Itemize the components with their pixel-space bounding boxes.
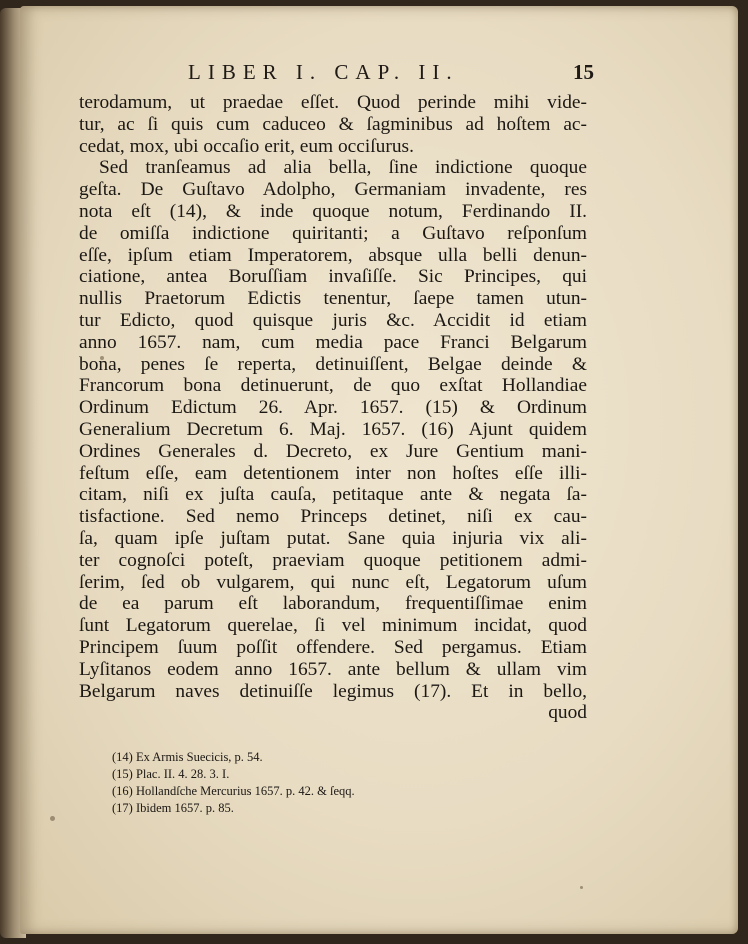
body-line: cedat, mox, ubi occaſio erit, eum occiſurus. xyxy=(79,135,414,157)
paper-fleck xyxy=(580,886,583,889)
body-line: de ea parum eſt laborandum, frequentiſſimae enim xyxy=(79,593,587,615)
running-title: LIBER I. CAP. II. xyxy=(188,60,459,84)
body-line: eſſe, ipſum etiam Imperatorem, absque ulla belli denun- xyxy=(79,244,587,266)
body-line: nota eſt (14), & inde quoque notum, Ferdinando II. xyxy=(79,200,587,222)
body-line: Lyſitanos eodem anno 1657. ante bellum & ullam vim xyxy=(79,658,587,680)
body-line: terodamum, ut praedae eſſet. Quod perinde mihi vide- xyxy=(79,92,587,113)
catchword: quod xyxy=(548,702,587,724)
body-line: citam, niſi ex juſta cauſa, petitaque ante & negata ſa- xyxy=(79,484,587,506)
body-line: Francorum bona detinuerunt, de quo exſtat Hollandiae xyxy=(79,375,587,397)
footnote: (14) Ex Armis Suecicis, p. 54. xyxy=(112,750,263,764)
body-line: tur Edicto, quod quisque juris &c. Accidit id etiam xyxy=(79,309,587,331)
body-line: ſerim, ſed ob vulgarem, qui nunc eſt, Legatorum uſum xyxy=(79,571,587,593)
body-line: Sed tranſeamus ad alia bella, ſine indictione quoque xyxy=(99,157,587,179)
body-line: de omiſſa indictione quiritanti; a Guſtavo reſponſum xyxy=(79,222,587,244)
page-number: 15 xyxy=(573,60,594,84)
body-line: anno 1657. nam, cum media pace Franci Belgarum xyxy=(79,331,587,353)
body-line: tur, ac ſi quis cum caduceo & ſagminibus ad hoſtem ac- xyxy=(79,113,587,135)
body-line: Generalium Decretum 6. Maj. 1657. (16) Ajunt quidem xyxy=(79,418,587,440)
body-line: bona, penes ſe reperta, detinuiſſent, Belgae deinde & xyxy=(79,353,587,375)
body-line: Principem ſuum poſſit offendere. Sed pergamus. Etiam xyxy=(79,636,587,658)
body-line: ciatione, antea Boruſſiam invaſiſſe. Sic Principes, qui xyxy=(79,266,587,288)
body-text xyxy=(79,92,587,724)
body-line: Ordines Generales d. Decreto, ex Jure Gentium mani- xyxy=(79,440,587,462)
body-line: ſa, quam ipſe juſtam putat. Sane quia injuria vix ali- xyxy=(79,527,587,549)
running-head xyxy=(150,60,600,90)
body-line: ter cognoſci poteſt, praeviam quoque petitionem admi- xyxy=(79,549,587,571)
footnote: (17) Ibidem 1657. p. 85. xyxy=(112,801,234,815)
paper-fleck xyxy=(50,816,55,821)
body-line: tisfactione. Sed nemo Princeps detinet, niſi ex cau- xyxy=(79,506,587,528)
footnote: (16) Hollandſche Mercurius 1657. p. 42. & ſeqq. xyxy=(112,784,355,798)
footnotes xyxy=(112,749,442,817)
body-line: Ordinum Edictum 26. Apr. 1657. (15) & Ordinum xyxy=(79,397,587,419)
footnote: (15) Plac. II. 4. 28. 3. I. xyxy=(112,767,230,781)
body-line: feſtum eſſe, eam detentionem inter non hoſtes eſſe illi- xyxy=(79,462,587,484)
body-line: nullis Praetorum Edictis tenentur, ſaepe tamen utun- xyxy=(79,288,587,310)
body-line: geſta. De Guſtavo Adolpho, Germaniam invadente, res xyxy=(79,179,587,201)
body-line: ſunt Legatorum querelae, ſi vel minimum incidat, quod xyxy=(79,615,587,637)
body-line: Belgarum naves detinuiſſe legimus (17). Et in bello, xyxy=(79,680,587,702)
